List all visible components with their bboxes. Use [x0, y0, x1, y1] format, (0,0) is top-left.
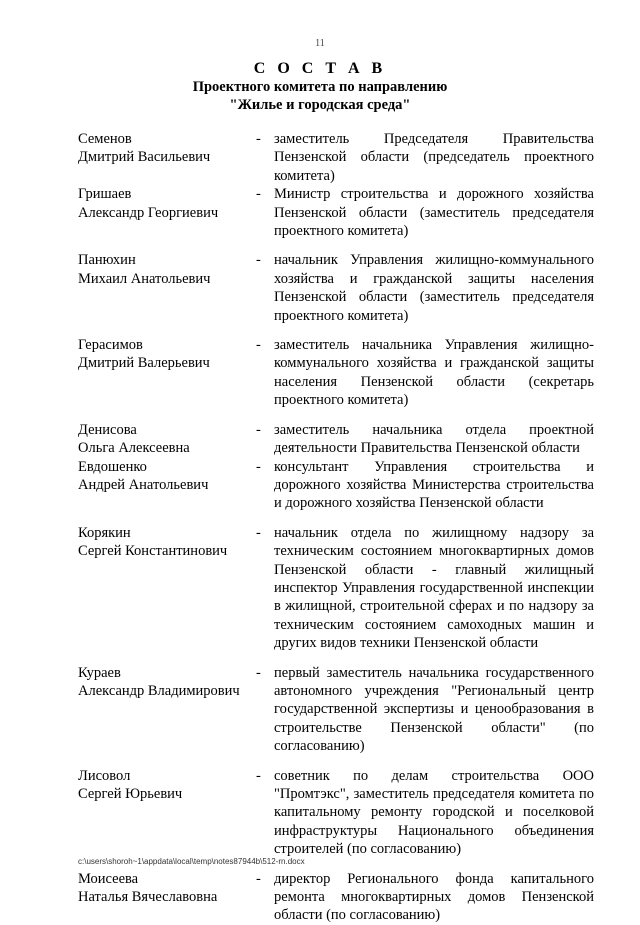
member-name — [78, 251, 256, 325]
member-dash: - — [256, 458, 261, 475]
member-surname: Денисова — [78, 421, 137, 438]
member-surname: Лисовол — [78, 767, 131, 784]
member-surname: Гришаев — [78, 186, 132, 203]
member-role: заместитель начальника Управления жилищно-коммунального хозяйства и гражданской защиты населения Пензенской области (секретарь проектного комитета) — [274, 337, 594, 409]
member-surname: Панюхин — [78, 252, 136, 269]
file-path-footer: c:\users\shoroh~1\appdata\local\temp\notes87944b\512-rn.docx — [78, 857, 305, 866]
member-dash: - — [256, 186, 261, 203]
member-role: начальник Управления жилищно-коммунального хозяйства и гражданской защиты населения Пензенской области (заместитель председателя проектного комитета) — [274, 252, 594, 324]
member-row — [78, 251, 598, 325]
member-given-names: Дмитрий Васильевич — [78, 149, 211, 166]
member-dash: - — [256, 664, 261, 681]
member-surname: Герасимов — [78, 337, 143, 354]
member-name — [78, 767, 256, 859]
member-row — [78, 524, 598, 653]
member-surname: Семенов — [78, 131, 132, 147]
member-given-names: Дмитрий Валерьевич — [78, 355, 210, 372]
member-name — [78, 458, 256, 513]
member-row — [78, 421, 598, 458]
member-role: заместитель Председателя Правительства Пензенской области (председатель проектного комитета) — [274, 131, 594, 184]
member-row — [78, 664, 598, 756]
member-name — [78, 336, 256, 410]
heading-title: С О С Т А В — [253, 60, 387, 77]
member-row — [78, 336, 598, 410]
member-dash: - — [256, 524, 261, 541]
heading-subtitle: Проектного комитета по направлению — [192, 79, 448, 95]
members-list — [78, 130, 598, 925]
member-dash: - — [256, 252, 261, 269]
member-given-names: Александр Георгиевич — [78, 204, 219, 221]
member-given-names: Ольга Алексеевна — [78, 440, 190, 457]
member-surname: Евдошенко — [78, 458, 147, 475]
member-role: начальник отдела по жилищному надзору за техническим состоянием многоквартирных домов Пензенской области - главный жилищный инспектор Управления государственной инспекции в жилищной, строительной сферах и по надзору за техническим состоянием самоходных машин и других видов техники Пензенской области — [274, 524, 594, 652]
member-name — [78, 130, 256, 185]
member-given-names: Сергей Юрьевич — [78, 786, 183, 802]
page-number: 11 — [315, 38, 325, 49]
member-dash: - — [256, 337, 261, 354]
member-role: директор Регионального фонда капитального ремонта многоквартирных домов Пензенской области (по согласованию) — [274, 870, 594, 924]
member-role: заместитель начальника отдела проектной деятельности Правительства Пензенской области — [274, 421, 594, 457]
member-role: советник по делам строительства ООО "Промтэкс", заместитель председателя комитета по капитальному ремонту городской и поселковой инфраструктуры Национального объединения строителей (по согласованию) — [274, 767, 594, 858]
member-name — [78, 664, 256, 756]
member-surname: Корякин — [78, 524, 131, 541]
member-name — [78, 421, 256, 458]
member-row — [78, 130, 598, 185]
member-name — [78, 524, 256, 653]
member-name — [78, 870, 256, 925]
member-row — [78, 185, 598, 240]
member-role: консультант Управления строительства и дорожного хозяйства Министерства строительства и дорожного хозяйства Пензенской области — [274, 458, 594, 512]
member-dash: - — [256, 131, 261, 147]
member-row — [78, 870, 598, 925]
document-heading — [0, 60, 640, 114]
member-given-names: Андрей Анатольевич — [78, 476, 209, 493]
member-dash: - — [256, 870, 261, 887]
member-dash: - — [256, 421, 261, 438]
member-given-names: Наталья Вячеславовна — [78, 889, 218, 906]
member-surname: Моисеева — [78, 870, 139, 887]
member-given-names: Михаил Анатольевич — [78, 270, 211, 287]
member-row — [78, 458, 598, 513]
member-dash: - — [256, 767, 261, 784]
member-row — [78, 767, 598, 859]
member-role: Министр строительства и дорожного хозяйства Пензенской области (заместитель председателя проектного комитета) — [274, 186, 594, 240]
member-surname: Кураев — [78, 664, 121, 681]
member-name — [78, 185, 256, 240]
member-given-names: Сергей Константинович — [78, 543, 228, 560]
heading-direction: "Жилье и городская среда" — [229, 97, 411, 113]
member-role: первый заместитель начальника государственного автономного учреждения "Региональный центр государственной экспертизы и ценообразования в строительстве Пензенской области" (по согласованию) — [274, 664, 594, 755]
member-given-names: Александр Владимирович — [78, 682, 240, 699]
